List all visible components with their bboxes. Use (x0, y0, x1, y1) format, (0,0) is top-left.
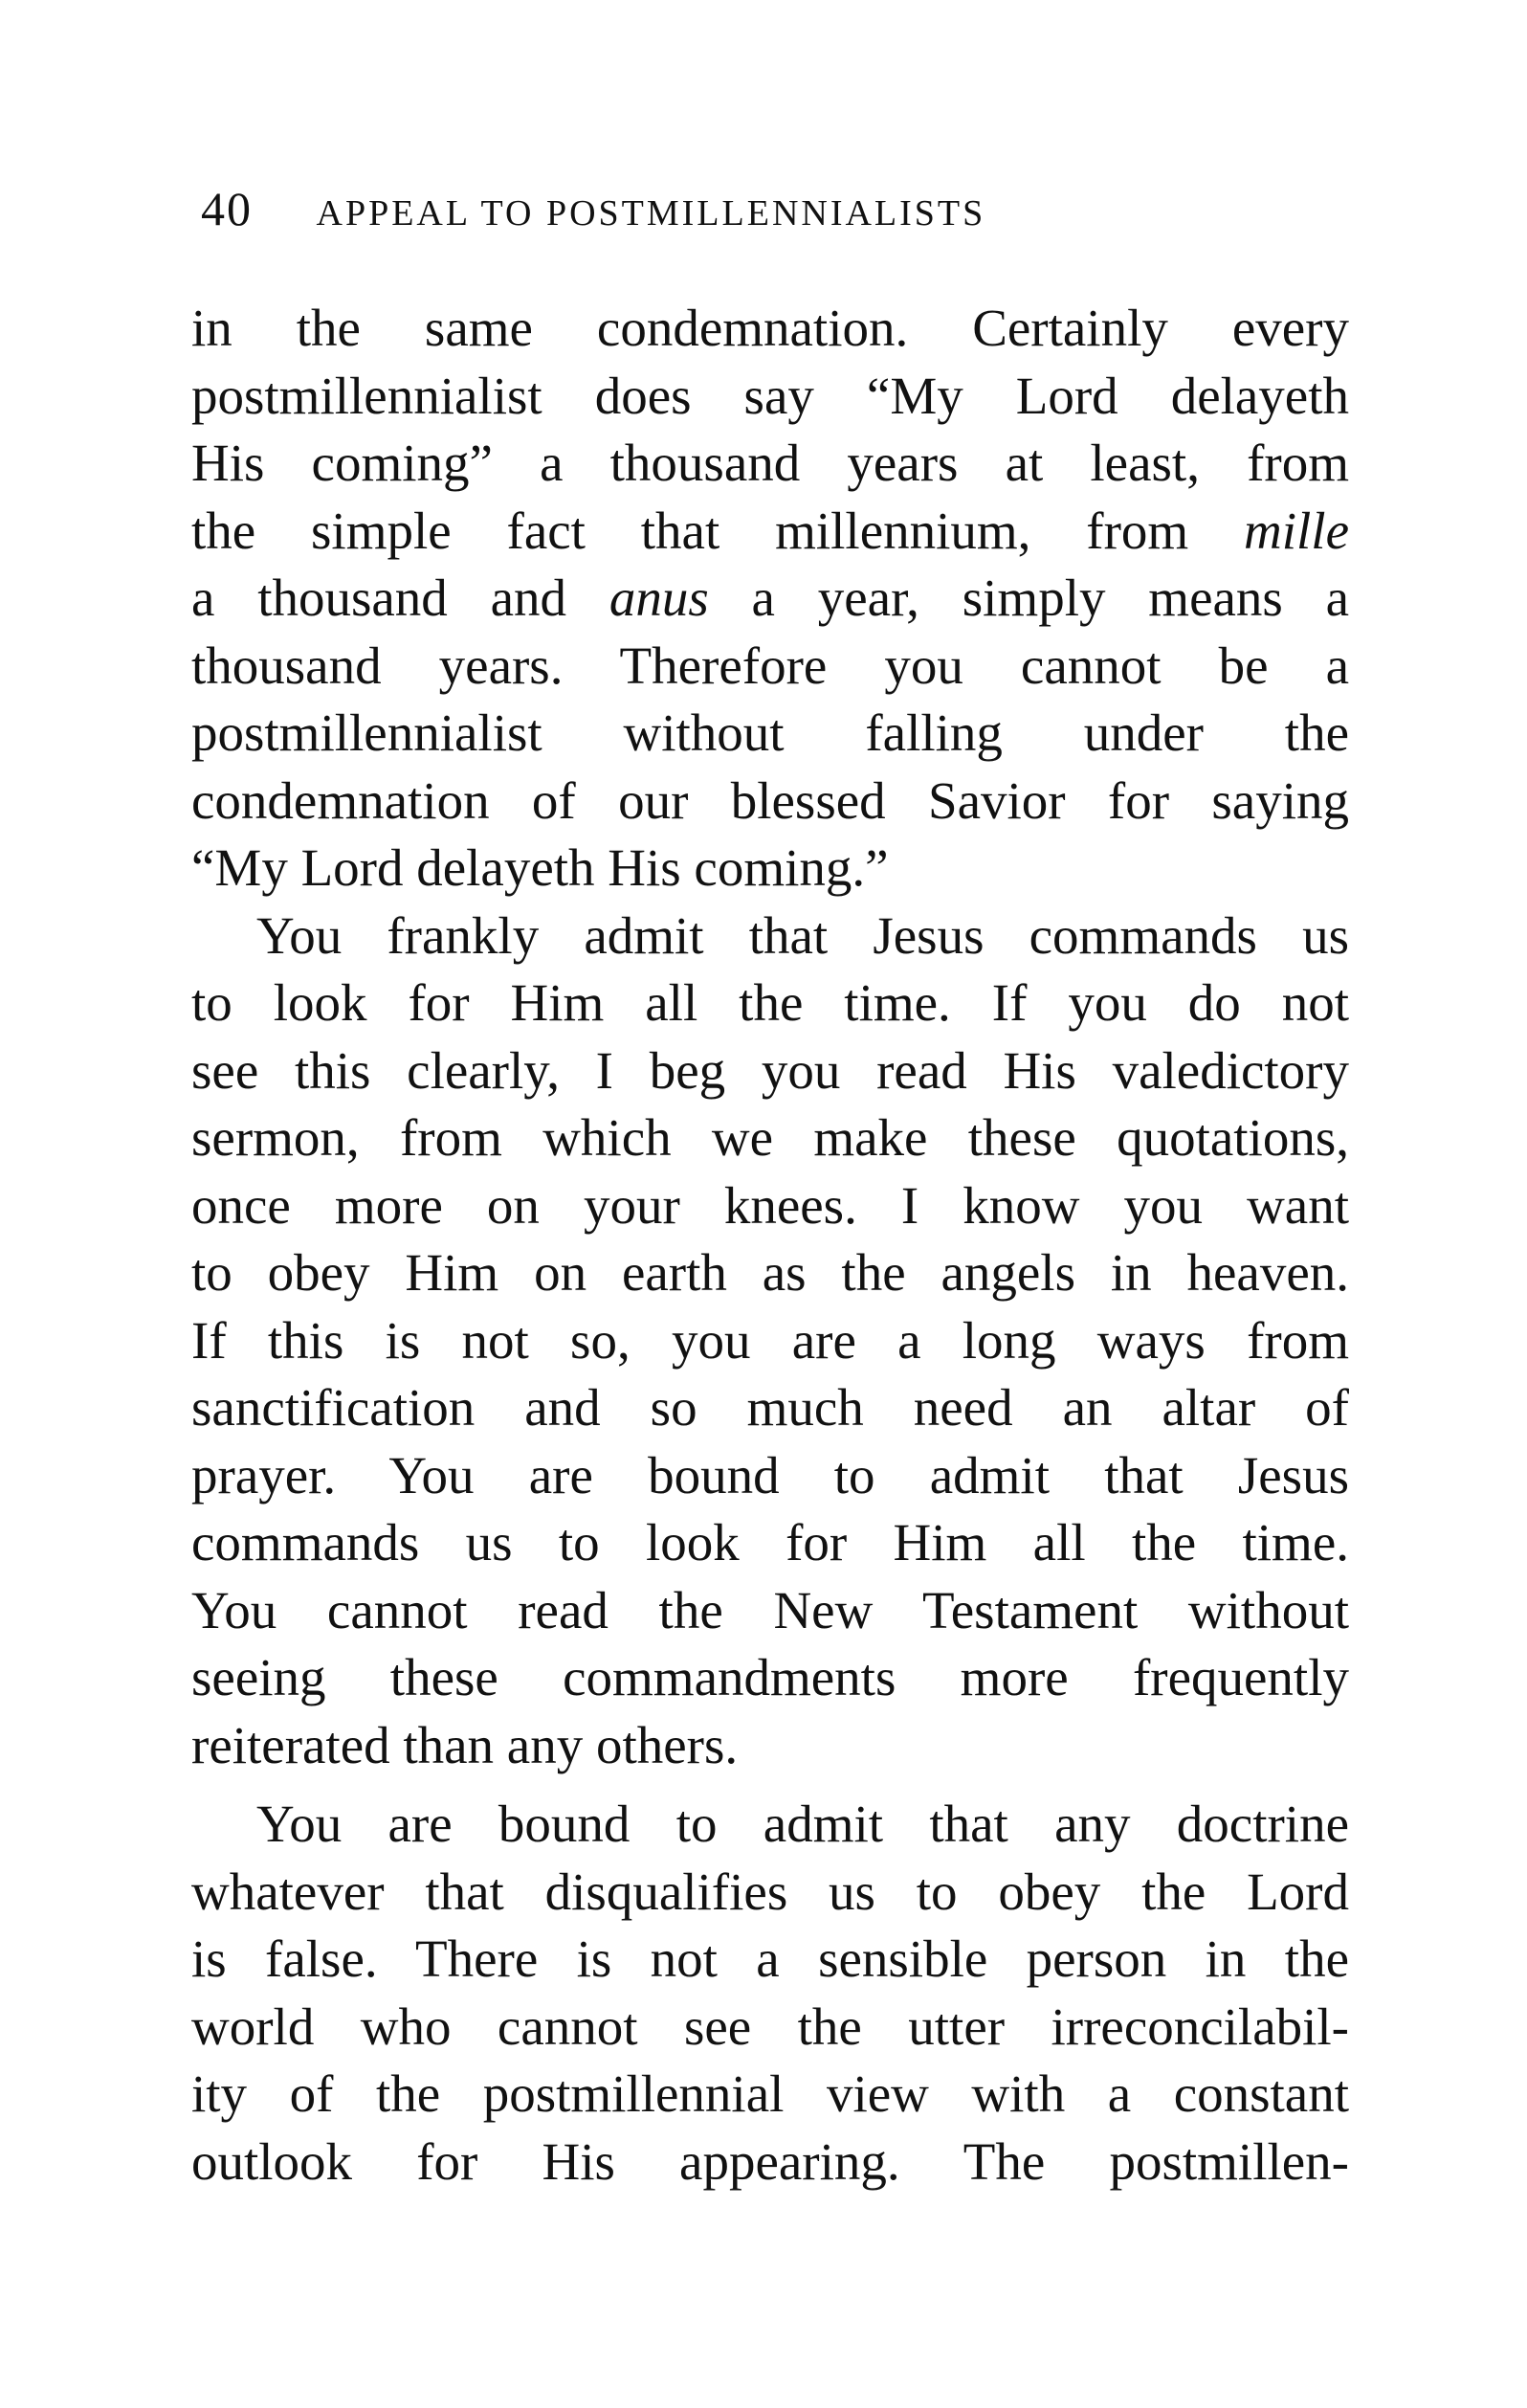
text-line: condemnation of our blessed Savior for saying (191, 770, 1349, 830)
text-line: You frankly admit that Jesus commands us (256, 905, 1349, 965)
text-line: see this clearly, I beg you read His valedictory (191, 1040, 1349, 1100)
text-line: ity of the postmillennial view with a constant (191, 2064, 1349, 2123)
text-line: postmillennialist does say “My Lord delayeth (191, 366, 1349, 425)
latin-term-mille: mille (1244, 501, 1349, 560)
text-line: “My Lord delayeth His coming.” (191, 838, 889, 897)
text-line: to obey Him on earth as the angels in heaven. (191, 1243, 1349, 1302)
text-line: whatever that disqualifies us to obey the Lord (191, 1862, 1349, 1921)
text-line: outlook for His appearing. The postmillen- (191, 2131, 1349, 2191)
text-line: prayer. You are bound to admit that Jesus (191, 1445, 1349, 1505)
text-segment: a year, simply means a (708, 569, 1349, 627)
text-line: sanctification and so much need an altar of (191, 1378, 1349, 1437)
paragraph-3 (191, 1791, 1349, 2196)
paragraph-gap (191, 1779, 1349, 1791)
text-line: His coming” a thousand years at least, from (191, 434, 1349, 492)
text-line: to look for Him all the time. If you do not (191, 973, 1349, 1032)
latin-term-anus: anus (609, 569, 709, 627)
text-line: seeing these commandments more frequently (191, 1648, 1349, 1706)
text-line: You cannot read the New Testament without (191, 1580, 1349, 1639)
body-text (191, 295, 1349, 2196)
text-line: sermon, from which we make these quotations, (191, 1108, 1349, 1167)
text-segment: the simple fact that millennium, from (191, 501, 1245, 560)
text-line: If this is not so, you are a long ways from (191, 1310, 1349, 1370)
text-line: is false. There is not a sensible person in the (191, 1929, 1349, 1988)
paragraph-1 (191, 295, 1349, 903)
text-segment: a thousand and (191, 569, 609, 627)
text-line: You are bound to admit that any doctrine (256, 1795, 1349, 1853)
text-line: world who cannot see the utter irreconcilabil- (191, 1996, 1349, 2056)
text-line (191, 498, 1349, 566)
text-line (191, 565, 1349, 633)
paragraph-2 (191, 903, 1349, 1780)
text-line: thousand years. Therefore you cannot be a (191, 635, 1349, 695)
text-line: in the same condemnation. Certainly every (191, 299, 1349, 357)
text-line: reiterated than any others. (191, 1715, 739, 1774)
running-title: APPEAL TO POSTMILLENNIALISTS (316, 193, 986, 234)
text-line: commands us to look for Him all the time. (191, 1513, 1349, 1572)
text-line: postmillennialist without falling under the (191, 703, 1349, 762)
running-head (201, 180, 1349, 237)
text-line: once more on your knees. I know you want (191, 1175, 1349, 1235)
page-number: 40 (201, 182, 253, 235)
